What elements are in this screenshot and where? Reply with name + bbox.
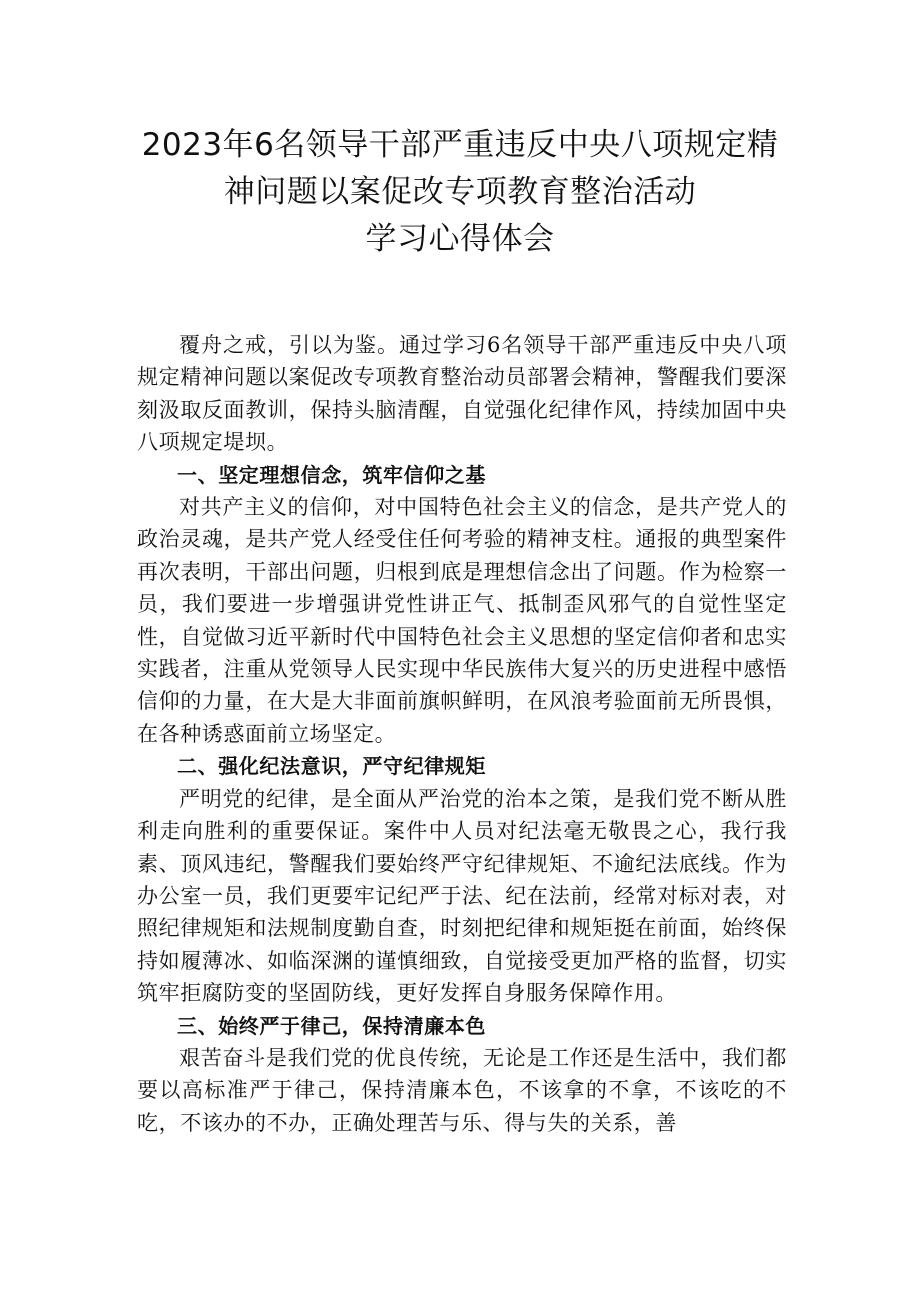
section-paragraph-1: 对共产主义的信仰，对中国特色社会主义的信念，是共产党人的政治灵魂，是共产党人经受住任何考验的精神支柱。通报的典型案件再次表明，干部出问题，归根到底是理想信念出了问题。作为检察一员，我们要进一步增强讲党性讲正气、抵制歪风邪气的自觉性坚定性，自觉做习近平新时代中国特色社会主义思想的坚定信仰者和忠实实践者，注重从党领导人民实现中华民族伟大复兴的历史进程中感悟信仰的力量，在大是大非面前旗帜鲜明，在风浪考验面前无所畏惧，在各种诱惑面前立场坚定。 — [137, 495, 787, 746]
title-line-1: 2023年6名领导干部严重违反中央八项规定精 — [141, 127, 779, 163]
section-heading-1: 一、坚定理想信念，筑牢信仰之基 — [177, 462, 486, 487]
document-title — [120, 122, 800, 263]
section-paragraph-3: 艰苦奋斗是我们党的优良传统，无论是工作还是生活中，我们都要以高标准严于律己，保持清廉本色，不该拿的不拿，不该吃的不吃，不该办的不办，正确处理苦与乐、得与失的关系，善 — [137, 1045, 787, 1135]
section-paragraph-2: 严明党的纪律，是全面从严治党的治本之策，是我们党不断从胜利走向胜利的重要保证。案件中人员对纪法毫无敬畏之心，我行我素、顶风违纪，警醒我们要始终严守纪律规矩、不逾纪法底线。作为办公室一员，我们更要牢记纪严于法、纪在法前，经常对标对表，对照纪律规矩和法规制度勤自查，时刻把纪律和规矩挺在前面，始终保持如履薄冰、如临深渊的谨慎细致，自觉接受更加严格的监督，切实筑牢拒腐防变的坚固防线，更好发挥自身服务保障作用。 — [137, 786, 787, 1006]
document-body — [137, 329, 787, 1139]
section-heading-3: 三、始终严于律己，保持清廉本色 — [177, 1013, 486, 1038]
title-line-3: 学习心得体会 — [365, 221, 555, 257]
section-heading-2: 二、强化纪法意识，严守纪律规矩 — [177, 754, 486, 779]
title-line-2: 神问题以案促改专项教育整治活动 — [223, 174, 697, 210]
intro-paragraph: 覆舟之戒，引以为鉴。通过学习6名领导干部严重违反中央八项规定精神问题以案促改专项教育整治动员部署会精神，警醒我们要深刻汲取反面教训，保持头脑清醒，自觉强化纪律作风，持续加固中央八项规定堤坝。 — [137, 333, 787, 455]
